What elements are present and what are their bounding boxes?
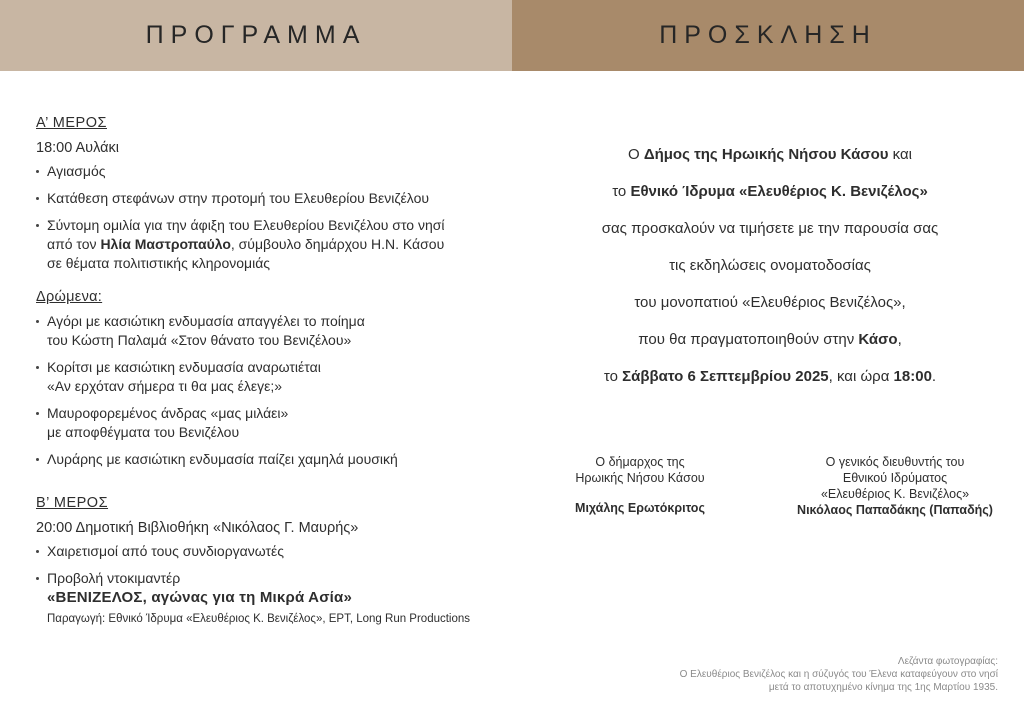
director-role: Ο γενικός διευθυντής του bbox=[825, 455, 965, 469]
part-a-time-place: 18:00 Αυλάκι bbox=[36, 140, 119, 156]
director-role-line2: Εθνικού Ιδρύματος bbox=[842, 471, 948, 485]
invitation-line: το Σάββατο 6 Σεπτεμβρίου 2025, και ώρα 18:00. bbox=[603, 368, 937, 385]
list-item: Αγιασμός bbox=[36, 162, 506, 181]
list-item: Λυράρης με κασιώτικη ενδυμασία παίζει χαμηλά μουσική bbox=[36, 450, 506, 469]
list-item: Κορίτσι με κασιώτικη ενδυμασία αναρωτιέται «Αν ερχόταν σήμερα τι θα μας έλεγε;» bbox=[36, 358, 506, 396]
mayor-role-line2: Ηρωικής Νήσου Κάσου bbox=[575, 471, 705, 485]
dromena-title: Δρώμενα: bbox=[36, 289, 103, 305]
invitation-line: Ο Δήμος της Ηρωικής Νήσου Κάσου και bbox=[627, 146, 913, 163]
invitation-line: το Εθνικό Ίδρυμα «Ελευθέριος Κ. Βενιζέλος» bbox=[612, 183, 928, 200]
program-title: ΠΡΟΓΡΑΜΜΑ bbox=[145, 21, 367, 49]
photo-caption: Λεζάντα φωτογραφίας: Ο Ελευθέριος Βενιζέλος και η σύζυγός του Έλενα καταφεύγουν στο νησί μετά το αποτυχημένο κίνημα της 1ης Μαρτίου 1935. bbox=[679, 656, 998, 693]
part-b-time-place: 20:00 Δημοτική Βιβλιοθήκη «Νικόλαος Γ. Μαυρής» bbox=[36, 520, 359, 536]
dromena-list bbox=[36, 312, 506, 469]
list-item: Κατάθεση στεφάνων στην προτομή του Ελευθερίου Βενιζέλου bbox=[36, 189, 506, 208]
invitation-line: σας προσκαλούν να τιμήσετε με την παρουσία σας bbox=[601, 220, 939, 237]
director-signature bbox=[790, 454, 1000, 518]
program-header bbox=[0, 0, 512, 71]
list-item: Αγόρι με κασιώτικη ενδυμασία απαγγέλει το ποίημα του Κώστη Παλαμά «Στον θάνατο του Βενιζέλου» bbox=[36, 312, 506, 350]
production-credits: Παραγωγή: Εθνικό Ίδρυμα «Ελευθέριος Κ. Βενιζέλος», ΕΡΤ, Long Run Productions bbox=[47, 613, 471, 625]
part-a-title: Α’ ΜΕΡΟΣ bbox=[36, 115, 107, 131]
part-a-list bbox=[36, 162, 506, 273]
speaker-name: Ηλία Μαστροπαύλο bbox=[100, 236, 231, 252]
mayor-name: Μιχάλης Ερωτόκριτος bbox=[575, 501, 705, 515]
part-b-list bbox=[36, 542, 506, 629]
director-name: Νικόλαος Παπαδάκης (Παπαδής) bbox=[797, 503, 993, 517]
invitation-text bbox=[560, 136, 980, 395]
list-item: Μαυροφορεμένος άνδρας «μας μιλάει» με αποφθέγματα του Βενιζέλου bbox=[36, 404, 506, 442]
mayor-role: Ο δήμαρχος της bbox=[595, 455, 685, 469]
film-title: «ΒΕΝΙΖΕΛΟΣ, αγώνας για τη Μικρά Ασία» bbox=[47, 589, 353, 606]
list-item: Χαιρετισμοί από τους συνδιοργανωτές bbox=[36, 542, 506, 561]
invitation-line: τις εκδηλώσεις ονοματοδοσίας bbox=[669, 257, 871, 274]
invitation-line: του μονοπατιού «Ελευθέριος Βενιζέλος», bbox=[634, 294, 906, 311]
invitation-line: που θα πραγματοποιηθούν στην Κάσο, bbox=[638, 331, 902, 348]
list-item: Σύντομη ομιλία για την άφιξη του Ελευθερίου Βενιζέλου στο νησί από τον Ηλία Μαστροπαύλο, σύμβουλο δημάρχου Η.Ν. Κάσου σε θέματα πολιτιστικής κληρονομιάς bbox=[36, 216, 506, 273]
invitation-title: ΠΡΟΣΚΛΗΣΗ bbox=[659, 21, 877, 49]
part-b-title: Β’ ΜΕΡΟΣ bbox=[36, 495, 109, 511]
list-item: Προβολή ντοκιμαντέρ «ΒΕΝΙΖΕΛΟΣ, αγώνας για τη Μικρά Ασία» Παραγωγή: Εθνικό Ίδρυμα «Ελευθέριος Κ. Βενιζέλος», ΕΡΤ, Long Run Productions bbox=[36, 569, 506, 629]
mayor-signature bbox=[560, 454, 720, 516]
program-column bbox=[36, 115, 506, 637]
director-role-line3: «Ελευθέριος Κ. Βενιζέλος» bbox=[820, 487, 970, 501]
invitation-header bbox=[512, 0, 1024, 71]
